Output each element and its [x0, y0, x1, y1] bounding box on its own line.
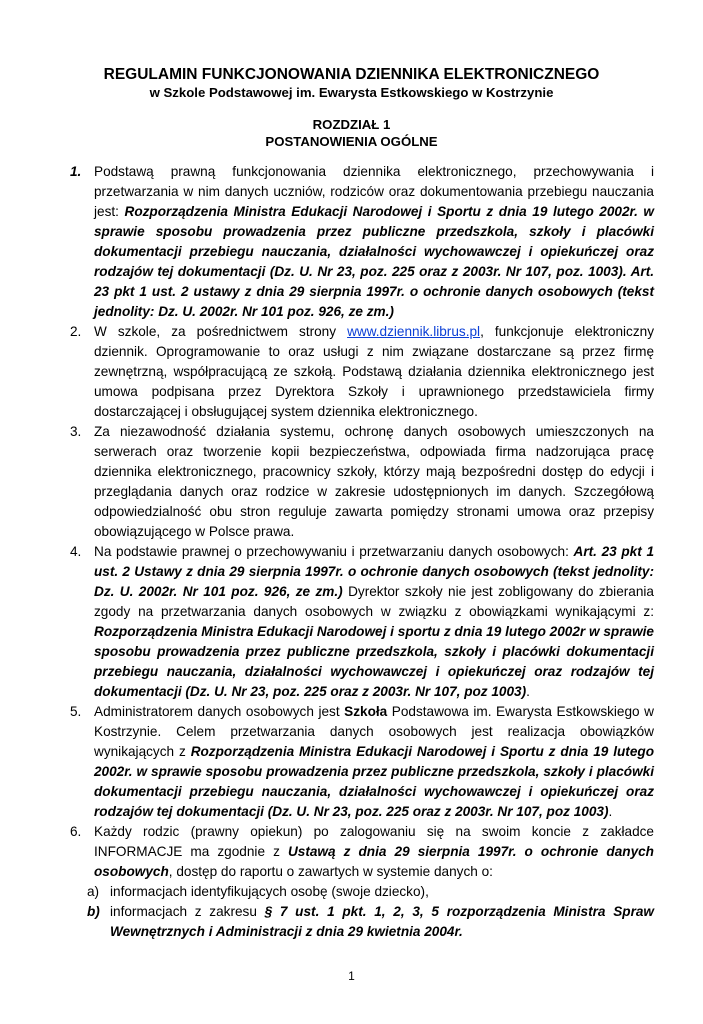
- sub-list: [70, 882, 654, 942]
- document-subtitle: w Szkole Podstawowej im. Ewarysta Estkowskiego w Kostrzynie: [149, 85, 554, 100]
- item-text: .: [526, 684, 530, 699]
- item-number: 6.: [70, 824, 82, 839]
- list-item-3: [70, 422, 654, 542]
- chapter-title: POSTANOWIENIA OGÓLNE: [265, 134, 438, 149]
- item-text: Za niezawodność działania systemu, ochronę danych osobowych umieszczonych na serwerach oraz tworzenie kopii bezpieczeństwa, odpowiada firma nadzorująca pracę dziennika elektronicznego, pracownicy szkoły, którzy mają bezpośredni dostęp do edycji i przeglądania danych oraz rodzice w zakresie udostępnionych im danych. Szczegółową odpowiedzialność obu stron reguluje zawarta pomiędzy stronami umowa oraz przepisy obowiązującego w Polsce prawa.: [94, 424, 654, 539]
- list-item-2: [70, 322, 654, 422]
- sub-item-letter: b): [87, 904, 100, 919]
- item-text: , dostęp do raportu o zawartych w systemie danych o:: [168, 864, 493, 879]
- item-legal-reference: Ustawą z dnia 29 sierpnia 1997r. o ochronie danych osobowych: [94, 844, 654, 879]
- item-number: 4.: [70, 544, 82, 559]
- list-item-4: [70, 542, 654, 702]
- item-text: .: [608, 804, 613, 819]
- item-text: W szkole, za pośrednictwem strony: [94, 324, 348, 339]
- chapter-heading: ROZDZIAŁ 1: [312, 117, 391, 132]
- list-item-6: [70, 822, 654, 882]
- item-text: Każdy rodzic (prawny opiekun) po zalogowaniu się na swoim koncie z zakładce INFORMACJE ma zgodnie z: [94, 824, 654, 859]
- item-number: 3.: [70, 424, 82, 439]
- item-bold-term: Szkoła: [344, 704, 388, 719]
- sub-item-b: [70, 902, 654, 942]
- item-text: informacjach z zakresu: [110, 904, 265, 919]
- item-legal-reference: § 7 ust. 1 pkt. 1, 2, 3, 5 rozporządzenia Ministra Spraw Wewnętrznych i Administracji z dnia 29 kwietnia 2004r.: [110, 904, 654, 939]
- document-title: REGULAMIN FUNKCJONOWANIA DZIENNIKA ELEKTRONICZNEGO: [103, 66, 600, 83]
- item-text: , funkcjonuje elektroniczny dziennik. Oprogramowanie to oraz usługi z nim związane dostarczane są przez firmę zewnętrzną, współpracującą ze szkołą. Podstawą działania dziennika elektronicznego jest umowa podpisana przez Dyrektora Szkoły i uprawnionego przedstawiciela firmy dostarczającej i obsługującej system dziennika elektronicznego.: [94, 324, 654, 419]
- item-number: 5.: [70, 704, 82, 719]
- item-text: Dyrektor szkoły nie jest zobligowany do zbierania zgody na przetwarzania danych osobowych w związku z obowiązkami wynikającymi z:: [94, 584, 654, 619]
- item-legal-reference: Rozporządzenia Ministra Edukacji Narodowej i sportu z dnia 19 lutego 2002r w sprawie sposobu prowadzenia przez publiczne przedszkola, szkoły i placówki dokumentacji przebiegu nauczania, działalności wychowawczej i opiekuńczej oraz rodzajów tej dokumentacji (Dz. U. Nr 23, poz. 225 oraz z 2003r. Nr 107, poz 1003): [94, 624, 654, 699]
- item-text: Podstawowa im. Ewarysta Estkowskiego w Kostrzynie. Celem przetwarzania danych osobowych jest realizacja obowiązków wynikających z: [94, 704, 654, 759]
- regulation-list: [70, 162, 654, 882]
- item-legal-reference: Rozporządzenia Ministra Edukacji Narodowej i Sportu z dnia 19 lutego 2002r. w sprawie sposobu prowadzenia przez publiczne przedszkola, szkoły i placówki dokumentacji przebiegu nauczania, działalności wychowawczej i opiekuńczej oraz rodzajów tej dokumentacji (Dz. U. Nr 23, poz. 225 oraz z 2003r. Nr 107, poz 1003): [94, 744, 654, 819]
- item-legal-reference: Rozporządzenia Ministra Edukacji Narodowej i Sportu z dnia 19 lutego 2002r. w sprawie sposobu prowadzenia przez publiczne przedszkola, szkoły i placówki dokumentacji przebiegu nauczania, działalności wychowawczej i opiekuńczej oraz rodzajów tej dokumentacji (Dz. U. Nr 23, poz. 225 oraz z 2003r. Nr 107, poz. 1003). Art. 23 pkt 1 ust. 2 ustawy z dnia 29 sierpnia 1997r. o ochronie danych osobowych (tekst jednolity: Dz. U. 2002r. Nr 101 poz. 926, ze zm.): [94, 204, 654, 319]
- item-number: 1.: [70, 164, 82, 179]
- item-text: Administratorem danych osobowych jest: [94, 704, 345, 719]
- item-legal-reference: Art. 23 pkt 1 ust. 2 Ustawy z dnia 29 sierpnia 1997r. o ochronie danych osobowych (tekst jednolity: Dz. U. 2002r. Nr 101 poz. 926, ze zm.): [94, 544, 654, 599]
- item-text: Podstawą prawną funkcjonowania dziennika elektronicznego, przechowywania i przetwarzania w nim danych uczniów, rodziców oraz dokumentowania przebiegu nauczania jest:: [94, 164, 654, 219]
- sub-item-letter: a): [87, 884, 100, 899]
- page-number: 1: [348, 969, 355, 983]
- item-number: 2.: [70, 324, 82, 339]
- list-item-5: [70, 702, 654, 822]
- list-item-1: [70, 162, 654, 322]
- item-text: informacjach identyfikujących osobę (swoje dziecko),: [110, 884, 429, 899]
- sub-item-a: [70, 882, 654, 902]
- item-text: Na podstawie prawnej o przechowywaniu i przetwarzaniu danych osobowych:: [94, 544, 574, 559]
- librus-link[interactable]: www.dziennik.librus.pl: [347, 324, 481, 339]
